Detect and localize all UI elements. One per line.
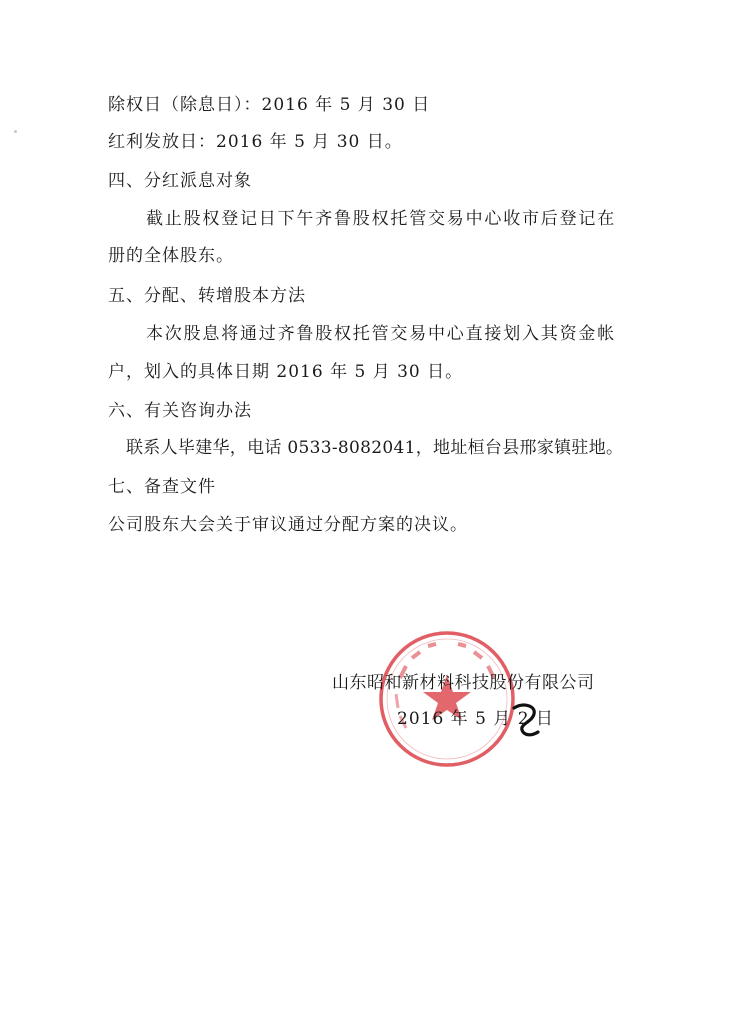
section-four-heading: 四、分红派息对象 (108, 171, 252, 191)
scan-speck (14, 130, 17, 133)
section-five-body-line-2: 户，划入的具体日期 2016 年 5 月 30 日。 (108, 362, 464, 382)
section-four-body-line-1: 截止股权登记日下午齐鲁股权托管交易中心收市后登记在 (146, 209, 616, 229)
company-seal-stamp (376, 628, 518, 770)
section-seven-heading: 七、备查文件 (108, 477, 216, 497)
section-five-heading: 五、分配、转增股本方法 (108, 286, 306, 306)
section-four-body-line-2: 册的全体股东。 (108, 246, 234, 266)
contact-info-line: 联系人毕建华，电话 0533-8082041，地址桓台县邢家镇驻地。 (126, 438, 624, 458)
handwritten-date-mark (510, 700, 544, 740)
company-name-signature: 山东昭和新材料科技股份有限公司 (332, 673, 595, 693)
ex-dividend-date-line: 除权日（除息日）：2016 年 5 月 30 日 (108, 95, 431, 115)
section-six-heading: 六、有关咨询办法 (108, 401, 252, 421)
dividend-payment-date-line: 红利发放日：2016 年 5 月 30 日。 (108, 132, 403, 152)
reference-document-line: 公司股东大会关于审议通过分配方案的决议。 (108, 515, 468, 535)
section-five-body-line-1: 本次股息将通过齐鲁股权托管交易中心直接划入其资金帐 (146, 324, 616, 344)
signature-date: 2016 年 5 月 2 日 (397, 709, 554, 729)
